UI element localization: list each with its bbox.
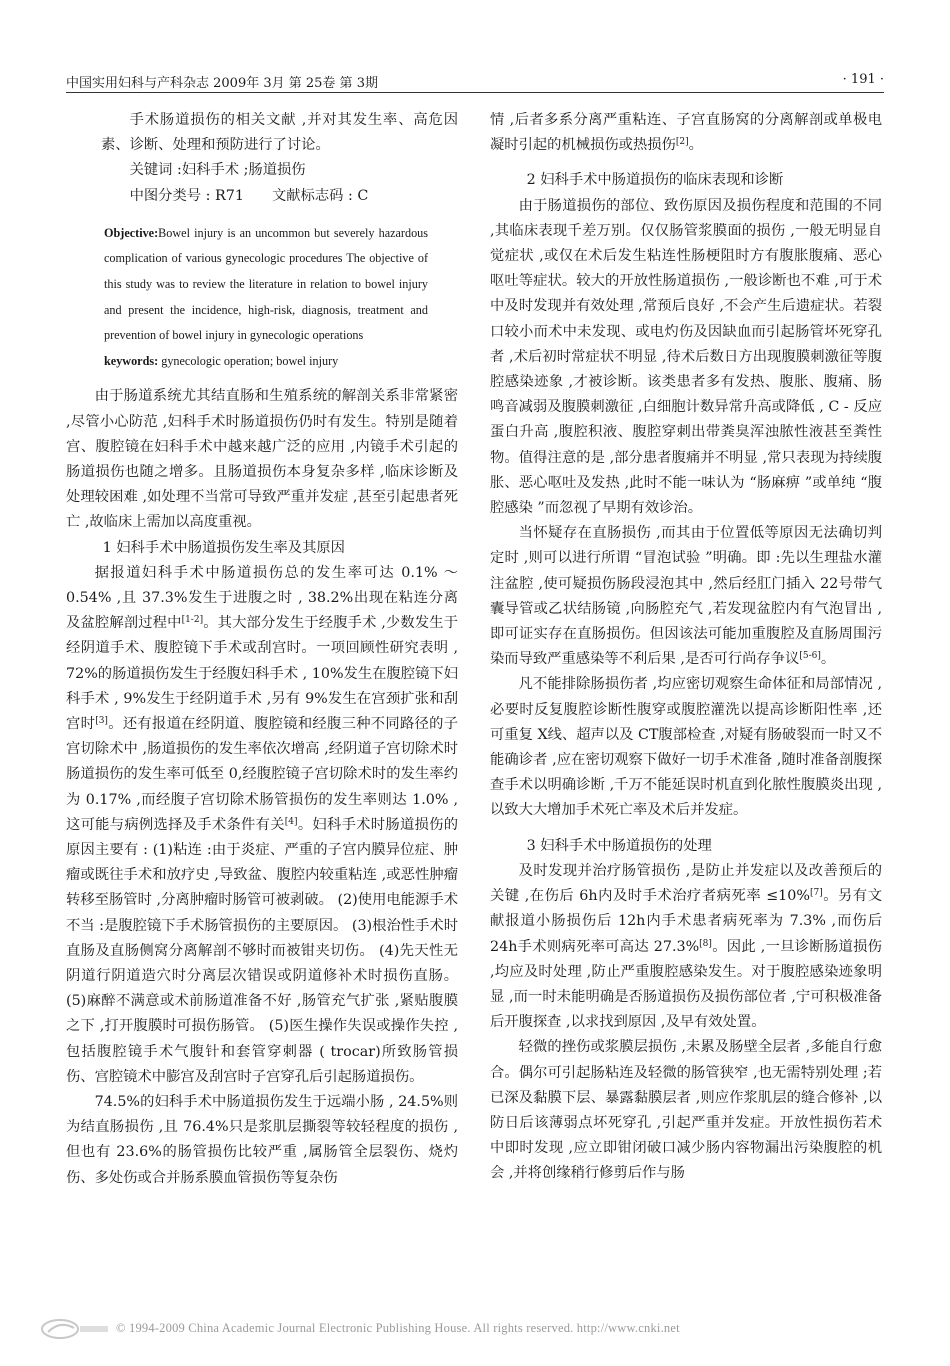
section-1-paragraph-1: 据报道妇科手术中肠道损伤总的发生率可达 0.1% ～ 0.54% ,且 37.3%发生于进腹之时 , 38.2%出现在粘连分离及盆腔解剖过程中[1-2]。其大部分发生于经腹手术 ,少数发生于经阴道手术、腹腔镜下手术或刮宫时。一项回顾性研究表明 , 72%的肠道损伤发生于经腹妇科手术 , 10%发生在腹腔镜下妇科手术 , 9%发生于经阴道手术 ,另有 9%发生在宫颈扩张和刮宫时[3]。还有报道在经阴道、腹腔镜和经腹三种不同路径的子宫切除术中 ,肠道损伤的发生率依次增高 ,经阴道子宫切除术时肠道损伤的发生率可低至 0,经腹腔镜子宫切除术时的发生率约为 0.17% ,而经腹子宫切除术肠管损伤的发生率则达 1.0% ,这可能与病例选择及手术条件有关[4]。妇科手术时肠道损伤的原因主要有 : (1)粘连 :由于炎症、严重的子宫内膜异位症、肿瘤或既往手术和放疗史 ,导致盆、腹腔内较重粘连 ,或恶性肿瘤转移至肠管时 ,分离肿瘤时肠管可被剥破。 (2)使用电能源手术不当 :是腹腔镜下手术肠管损伤的主要原因。 (3)根治性手术时直肠及直肠侧窝分离解剖不够时而被钳夹切伤。 (4)先天性无阴道行阴道造穴时分离层次错误或阴道修补术时损伤直肠。 (5)麻醉不满意或术前肠道准备不好 ,肠管充气扩张 ,紧贴腹膜之下 ,打开腹膜时可损伤肠管。 (5)医生操作失误或操作失控 ,包括腹腔镜手术气腹针和套管穿刺器 ( trocar)所致肠管损伤、宫腔镜术中膨宫及刮宫时子宫穿孔后引起肠道损伤。 xyxy=(66,564,459,1085)
section-2-paragraph-1: 由于肠道损伤的部位、致伤原因及损伤程度和范围的不同 ,其临床表现千差万别。仅仅肠管浆膜面的损伤 ,一般无明显自觉症状 ,或仅在术后发生粘连性肠梗阻时方有腹胀腹痛、恶心呕吐等症状。较大的开放性肠道损伤 ,一般诊断也不难 ,可于术中及时发现并有效处理 ,常预后良好 ,不会产生后遗症状。若裂口较小而术中未发现、或电灼伤及因缺血而引起肠管坏死穿孔者 ,术后初时常症状不明显 ,待术后数日方出现腹膜刺激征等腹腔感染迹象 ,才被诊断。该类患者多有发热、腹胀、腹痛、肠鸣音减弱及腹膜刺激征 ,白细胞计数异常升高或降低 , C - 反应蛋白升高 ,腹腔积液、腹腔穿刺出带粪臭浑浊脓性液甚至粪性物。值得注意的是 ,部分患者腹痛并不明显 ,常只表现为持续腹胀、恶心呕吐及发热 ,此时不能一味认为 “肠麻痹 ”或单纯 “腹腔感染 ”而忽视了早期有效诊治。 xyxy=(490,197,882,517)
citation: [2] xyxy=(675,137,689,148)
document-code: 文献标志码 : C xyxy=(271,187,369,204)
citation: [8] xyxy=(699,938,712,949)
running-header xyxy=(66,70,884,93)
section-3-paragraph-2: 轻微的挫伤或浆膜层损伤 ,未累及肠壁全层者 ,多能自行愈合。偶尔可引起肠粘连及轻微的肠管狭窄 ,也无需特别处理 ;若已深及黏膜下层、暴露黏膜层者 ,则应作浆肌层的缝合修补 ,以防日后该薄弱点坏死穿孔 ,引起严重并发症。开放性损伤若术中即时发现 ,应立即钳闭破口减少肠内容物漏出污染腹腔的机会 ,并将创缘稍行修剪后作与肠 xyxy=(490,1039,882,1182)
copyright-notice: © 1994-2009 China Academic Journal Electronic Publishing House. All rights reserved. http://www.cnki.net xyxy=(116,1321,680,1335)
page-number: · 191 · xyxy=(842,72,884,87)
objective-label: Objective: xyxy=(104,225,159,240)
right-column xyxy=(490,108,882,1187)
citation: [5-6] xyxy=(799,651,821,662)
journal-citation: 中国实用妇科与产科杂志 2009年 3月 第 25卷 第 3期 xyxy=(66,76,378,91)
section-3-paragraph-1: 及时发现并治疗肠管损伤 ,是防止并发症以及改善预后的关键 ,在伤后 6h内及时手术治疗者病死率 ≤10%[7]。另有文献报道小肠损伤后 12h内手术患者病死率为 7.3% ,而伤后 24h手术则病死率可高达 27.3%[8]。因此 ,一旦诊断肠道损伤 ,均应及时处理 ,防止严重腹腔感染发生。对于腹腔感染迹象明显 ,而一时未能明确是否肠道损伤及损伤部位者 ,宁可积极准备后开腹探查 ,以求找到原因 ,及早有效处置。 xyxy=(490,862,882,1031)
section-2-paragraph-2: 当怀疑存在直肠损伤 ,而其由于位置低等原因无法确切判定时 ,则可以进行所谓 “冒泡试验 ”明确。即 :先以生理盐水灌注盆腔 ,使可疑损伤肠段浸泡其中 ,然后经肛门插入 22号带气囊导管或乙状结肠镜 ,向肠腔充气 ,若发现盆腔内有气泡冒出 ,即可证实存在直肠损伤。但因该法可能加重腹腔及直肠周围污染而导致严重感染等不利后果 ,是否可行尚存争议[5-6]。 xyxy=(490,525,882,668)
continued-paragraph: 情 ,后者多系分离严重粘连、子宫直肠窝的分离解剖或单极电凝时引起的机械损伤或热损伤[2]。 xyxy=(490,112,882,154)
citation: [4] xyxy=(284,816,298,827)
section-2-paragraph-3: 凡不能排除肠损伤者 ,均应密切观察生命体征和局部情况 ,必要时反复腹腔诊断性腹穿或腹腔灌洗以提高诊断阳性率 ,还可重复 X线、超声以及 CT腹部检查 ,对疑有肠破裂而一时又不能确诊者 ,应在密切观察下做好一切手术准备 ,随时准备剖腹探查手术以明确诊断 ,千万不能延误时机直到化脓性腹膜炎出现 ,以致大大增加手术死亡率及术后并发症。 xyxy=(490,676,882,819)
objective-text: Bowel injury is an uncommon but severely hazardous complication of various gynecologic procedures The objective of this study was to review the literature in relation to bowel injury and present the incidence, high-risk, diagnosis, treatment and prevention of bowel injury in gynecologic operations xyxy=(104,225,428,343)
section-2-title: 2 妇科手术中肠道损伤的临床表现和诊断 xyxy=(526,172,784,189)
section-1-paragraph-2: 74.5%的妇科手术中肠道损伤发生于远端小肠 , 24.5%则为结直肠损伤 ,且 76.4%只是浆肌层撕裂等较轻程度的损伤 ,但也有 23.6%的肠管损伤比较严重 ,属肠管全层裂伤、烧灼伤、多处伤或合并肠系膜血管损伤等复杂伤 xyxy=(66,1094,458,1186)
clc-number: 中图分类号 : R71 xyxy=(129,187,244,204)
citation: [3] xyxy=(95,716,108,727)
left-column xyxy=(66,108,458,1191)
cnki-logo-icon xyxy=(40,1318,112,1340)
page-footer xyxy=(0,1316,950,1346)
keywords-en-label: keywords: xyxy=(104,353,159,368)
section-1-title: 1 妇科手术中肠道损伤发生率及其原因 xyxy=(102,539,345,556)
citation: [7] xyxy=(809,888,823,899)
keywords-en: gynecologic operation; bowel injury xyxy=(158,353,339,368)
english-abstract xyxy=(66,221,458,375)
keywords-cn: 关键词 :妇科手术 ;肠道损伤 xyxy=(129,162,306,179)
classification-line xyxy=(66,184,458,209)
intro-paragraph: 由于肠道系统尤其结直肠和生殖系统的解剖关系非常紧密 ,尽管小心防范 ,妇科手术时肠道损伤仍时有发生。特别是随着宫、腹腔镜在妇科手术中越来越广泛的应用 ,内镜手术引起的肠道损伤也随之增多。且肠道损伤本身复杂多样 ,临床诊断及处理较困难 ,如处理不当常可导致严重并发症 ,甚至引起患者死亡 ,故临床上需加以高度重视。 xyxy=(66,388,458,531)
abstract-tail: 手术肠道损伤的相关文献 ,并对其发生率、高危因素、诊断、处理和预防进行了讨论。 xyxy=(101,112,458,154)
section-3-title: 3 妇科手术中肠道损伤的处理 xyxy=(526,837,712,854)
citation: [1-2] xyxy=(181,615,204,626)
